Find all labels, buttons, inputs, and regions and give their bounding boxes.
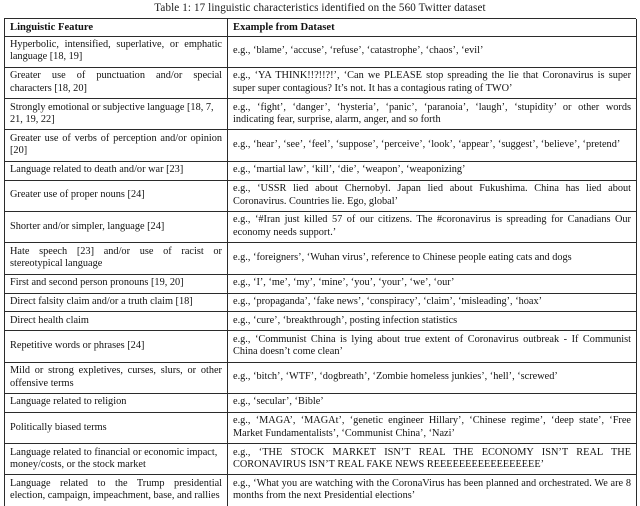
table-row xyxy=(5,412,637,443)
table-row xyxy=(5,211,637,242)
table-row xyxy=(5,243,637,274)
table-row xyxy=(5,331,637,362)
example-cell: e.g., ‘secular’, ‘Bible’ xyxy=(228,393,637,412)
feature-cell: Shorter and/or simpler, language [24] xyxy=(5,211,228,242)
feature-cell: Language related to religion xyxy=(5,393,228,412)
table-row xyxy=(5,161,637,180)
example-cell: e.g., ‘blame’, ‘accuse’, ‘refuse’, ‘catastrophe’, ‘chaos’, ‘evil’ xyxy=(228,36,637,67)
example-cell: e.g., ‘THE STOCK MARKET ISN’T REAL THE ECONOMY ISN’T REAL THE CORONAVIRUS ISN’T REAL FAKE NEWS REEEEEEEEEEEEEEEEE’ xyxy=(228,444,637,475)
feature-cell: Language related to death and/or war [23] xyxy=(5,161,228,180)
feature-cell: Politically biased terms xyxy=(5,412,228,443)
feature-cell: Greater use of verbs of perception and/or opinion [20] xyxy=(5,130,228,161)
table-row xyxy=(5,293,637,312)
table-row xyxy=(5,444,637,475)
feature-cell: Mild or strong expletives, curses, slurs, or other offensive terms xyxy=(5,362,228,393)
table-head xyxy=(5,19,637,36)
example-cell: e.g., ‘MAGA’, ‘MAGAt’, ‘genetic engineer Hillary’, ‘Chinese regime’, ‘deep state’, ‘Free Market Fundamentalists’, ‘Communist China’, ‘Nazi’ xyxy=(228,412,637,443)
table-row xyxy=(5,180,637,211)
feature-cell: Strongly emotional or subjective language [18, 7, 21, 19, 22] xyxy=(5,99,228,130)
feature-cell: Repetitive words or phrases [24] xyxy=(5,331,228,362)
table-row xyxy=(5,36,637,67)
table-container xyxy=(4,18,636,506)
table-row xyxy=(5,130,637,161)
column-header-linguistic-feature: Linguistic Feature xyxy=(5,19,228,36)
example-cell: e.g., ‘fight’, ‘danger’, ‘hysteria’, ‘panic’, ‘paranoia’, ‘laugh’, ‘stupidity’ or other words indicating fear, surprise, alarm, anger, and so forth xyxy=(228,99,637,130)
example-cell: e.g., ‘#Iran just killed 57 of our citizens. The #coronavirus is spreading for Canadians Our economy needs support.’ xyxy=(228,211,637,242)
example-cell: e.g., ‘Communist China is lying about true extent of Coronavirus outbreak - If Communist China doesn’t come clean’ xyxy=(228,331,637,362)
feature-cell: Greater use of punctuation and/or special characters [18, 20] xyxy=(5,67,228,98)
example-cell: e.g., ‘What you are watching with the CoronaVirus has been planned and orchestrated. We are 8 months from the next Presidential elections’ xyxy=(228,475,637,506)
feature-cell: First and second person pronouns [19, 20] xyxy=(5,274,228,293)
feature-cell: Hyperbolic, intensified, superlative, or emphatic language [18, 19] xyxy=(5,36,228,67)
table-row xyxy=(5,475,637,506)
example-cell: e.g., ‘foreigners’, ‘Wuhan virus’, reference to Chinese people eating cats and dogs xyxy=(228,243,637,274)
example-cell: e.g., ‘bitch’, ‘WTF’, ‘dogbreath’, ‘Zombie homeless junkies’, ‘hell’, ‘screwed’ xyxy=(228,362,637,393)
example-cell: e.g., ‘cure’, ‘breakthrough’, posting infection statistics xyxy=(228,312,637,331)
table-caption: Table 1: 17 linguistic characteristics identified on the 560 Twitter dataset xyxy=(154,2,486,14)
linguistic-characteristics-table xyxy=(4,19,637,506)
feature-cell: Hate speech [23] and/or use of racist or stereotypical language xyxy=(5,243,228,274)
example-cell: e.g., ‘martial law’, ‘kill’, ‘die’, ‘weapon’, ‘weaponizing’ xyxy=(228,161,637,180)
feature-cell: Direct falsity claim and/or a truth claim [18] xyxy=(5,293,228,312)
table-row xyxy=(5,99,637,130)
example-cell: e.g., ‘propaganda’, ‘fake news’, ‘conspiracy’, ‘claim’, ‘misleading’, ‘hoax’ xyxy=(228,293,637,312)
table-body xyxy=(5,36,637,506)
example-cell: e.g., ‘USSR lied about Chernobyl. Japan lied about Fukushima. China has lied about Coronavirus. Countries lie. Ego, global’ xyxy=(228,180,637,211)
table-row xyxy=(5,362,637,393)
table-row xyxy=(5,312,637,331)
feature-cell: Direct health claim xyxy=(5,312,228,331)
feature-cell: Language related to the Trump presidential election, campaign, impeachment, base, and rallies xyxy=(5,475,228,506)
example-cell: e.g., ‘YA THINK!!?!!?!’, ‘Can we PLEASE stop spreading the lie that Coronavirus is super super super contagious? It’s not. It has a contagious rating of TWO’ xyxy=(228,67,637,98)
column-header-example-from-dataset: Example from Dataset xyxy=(228,19,637,36)
table-row xyxy=(5,67,637,98)
feature-cell: Greater use of proper nouns [24] xyxy=(5,180,228,211)
feature-cell: Language related to financial or economic impact, money/costs, or the stock market xyxy=(5,444,228,475)
example-cell: e.g., ‘I’, ‘me’, ‘my’, ‘mine’, ‘you’, ‘your’, ‘we’, ‘our’ xyxy=(228,274,637,293)
table-row xyxy=(5,393,637,412)
table-row xyxy=(5,274,637,293)
header-row xyxy=(5,19,637,36)
example-cell: e.g., ‘hear’, ‘see’, ‘feel’, ‘suppose’, ‘perceive’, ‘look’, ‘appear’, ‘suggest’, ‘believe’, ‘pretend’ xyxy=(228,130,637,161)
